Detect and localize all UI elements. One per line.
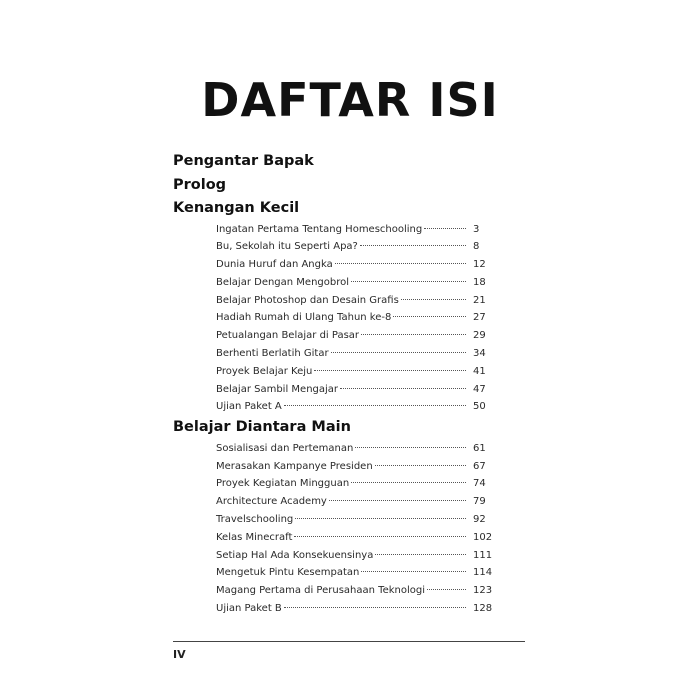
toc-section-heading: Prolog [173,176,227,193]
toc-entry-title: Kelas Minecraft [216,531,293,543]
toc-entry-title: Travelschooling [216,513,294,525]
table-of-contents [173,150,503,618]
dot-leader [361,334,466,335]
toc-entry [216,221,503,239]
footer-divider [173,641,525,642]
toc-entry-page-number: 34 [473,348,486,360]
toc-entry [216,381,503,399]
toc-entry-page-number: 50 [473,401,486,413]
toc-entry-page-number: 21 [473,294,486,306]
toc-entry-page-number: 92 [473,513,486,525]
dot-leader [351,482,466,483]
toc-entry-page-number: 3 [473,223,480,235]
dot-leader [335,263,466,264]
toc-entry [216,511,503,529]
toc-entry-title: Hadiah Rumah di Ulang Tahun ke-8 [216,312,392,324]
toc-entry [216,345,503,363]
toc-entry [216,327,503,345]
toc-entry-title: Setiap Hal Ada Konsekuensinya [216,549,374,561]
toc-entry-title: Belajar Dengan Mengobrol [216,276,350,288]
toc-entry-title: Dunia Huruf dan Angka [216,259,333,271]
toc-entry-page-number: 41 [473,365,486,377]
toc-entry-title: Petualangan Belajar di Pasar [216,330,360,342]
dot-leader [340,388,466,389]
toc-entry [216,582,503,600]
toc-entry [216,600,503,618]
toc-entry-title: Sosialisasi dan Pertemanan [216,442,354,454]
toc-entry [216,440,503,458]
toc-entry-title: Mengetuk Pintu Kesempatan [216,567,360,579]
toc-entry-title: Ujian Paket B [216,602,282,614]
toc-entry-title: Proyek Kegiatan Mingguan [216,478,350,490]
dot-leader [360,245,466,246]
dot-leader [294,536,466,537]
toc-entry-title: Merasakan Kampanye Presiden [216,460,373,472]
dot-leader [295,518,466,519]
toc-entry [216,475,503,493]
toc-entry-page-number: 67 [473,460,486,472]
toc-entry [216,564,503,582]
toc-entry-title: Belajar Photoshop dan Desain Grafis [216,294,399,306]
dot-leader [329,500,466,501]
toc-entry [216,256,503,274]
dot-leader [284,607,466,608]
dot-leader [401,299,466,300]
toc-entry-title: Magang Pertama di Perusahaan Teknologi [216,585,425,597]
toc-entry [216,529,503,547]
toc-section-heading: Pengantar Bapak [173,153,314,169]
toc-entry-page-number: 47 [473,383,486,395]
toc-entry [216,398,503,416]
toc-entry-page-number: 102 [473,531,493,543]
toc-entry-page-number: 8 [473,241,480,253]
toc-entry-title: Berhenti Berlatih Gitar [216,348,329,360]
toc-entry-page-number: 114 [473,567,493,579]
dot-leader [355,447,466,448]
toc-entry [216,493,503,511]
dot-leader [427,589,466,590]
dot-leader [331,352,466,353]
toc-entry [216,292,503,310]
dot-leader [351,281,466,282]
toc-section-heading: Kenangan Kecil [173,200,300,216]
toc-entry-page-number: 128 [473,602,493,614]
toc-section-heading: Belajar Diantara Main [173,419,351,436]
dot-leader [375,465,466,466]
toc-entry [216,309,503,327]
dot-leader [375,554,466,555]
toc-entry [216,274,503,292]
toc-entry-title: Proyek Belajar Keju [216,365,313,377]
dot-leader [424,228,466,229]
toc-entry [216,238,503,256]
dot-leader [314,370,466,371]
toc-entry [216,363,503,381]
toc-entry-page-number: 74 [473,478,486,490]
toc-entry-title: Bu, Sekolah itu Seperti Apa? [216,241,358,253]
page-title: DAFTAR ISI [201,73,499,127]
toc-entry-page-number: 18 [473,276,486,288]
toc-entry-title: Architecture Academy [216,496,327,508]
toc-entry [216,458,503,476]
toc-entry-page-number: 61 [473,442,486,454]
page-number: IV [173,648,186,661]
toc-entry-title: Ujian Paket A [216,401,282,413]
toc-entry-page-number: 27 [473,312,486,324]
toc-entry-page-number: 12 [473,259,486,271]
toc-entry-page-number: 79 [473,496,486,508]
toc-entry-title: Belajar Sambil Mengajar [216,383,339,395]
dot-leader [393,316,466,317]
toc-entry-title: Ingatan Pertama Tentang Homeschooling [216,223,423,235]
dot-leader [284,405,466,406]
toc-entry-page-number: 111 [473,549,493,561]
toc-entry-page-number: 29 [473,330,486,342]
toc-entry [216,547,503,565]
toc-entry-page-number: 123 [473,585,493,597]
dot-leader [361,571,466,572]
